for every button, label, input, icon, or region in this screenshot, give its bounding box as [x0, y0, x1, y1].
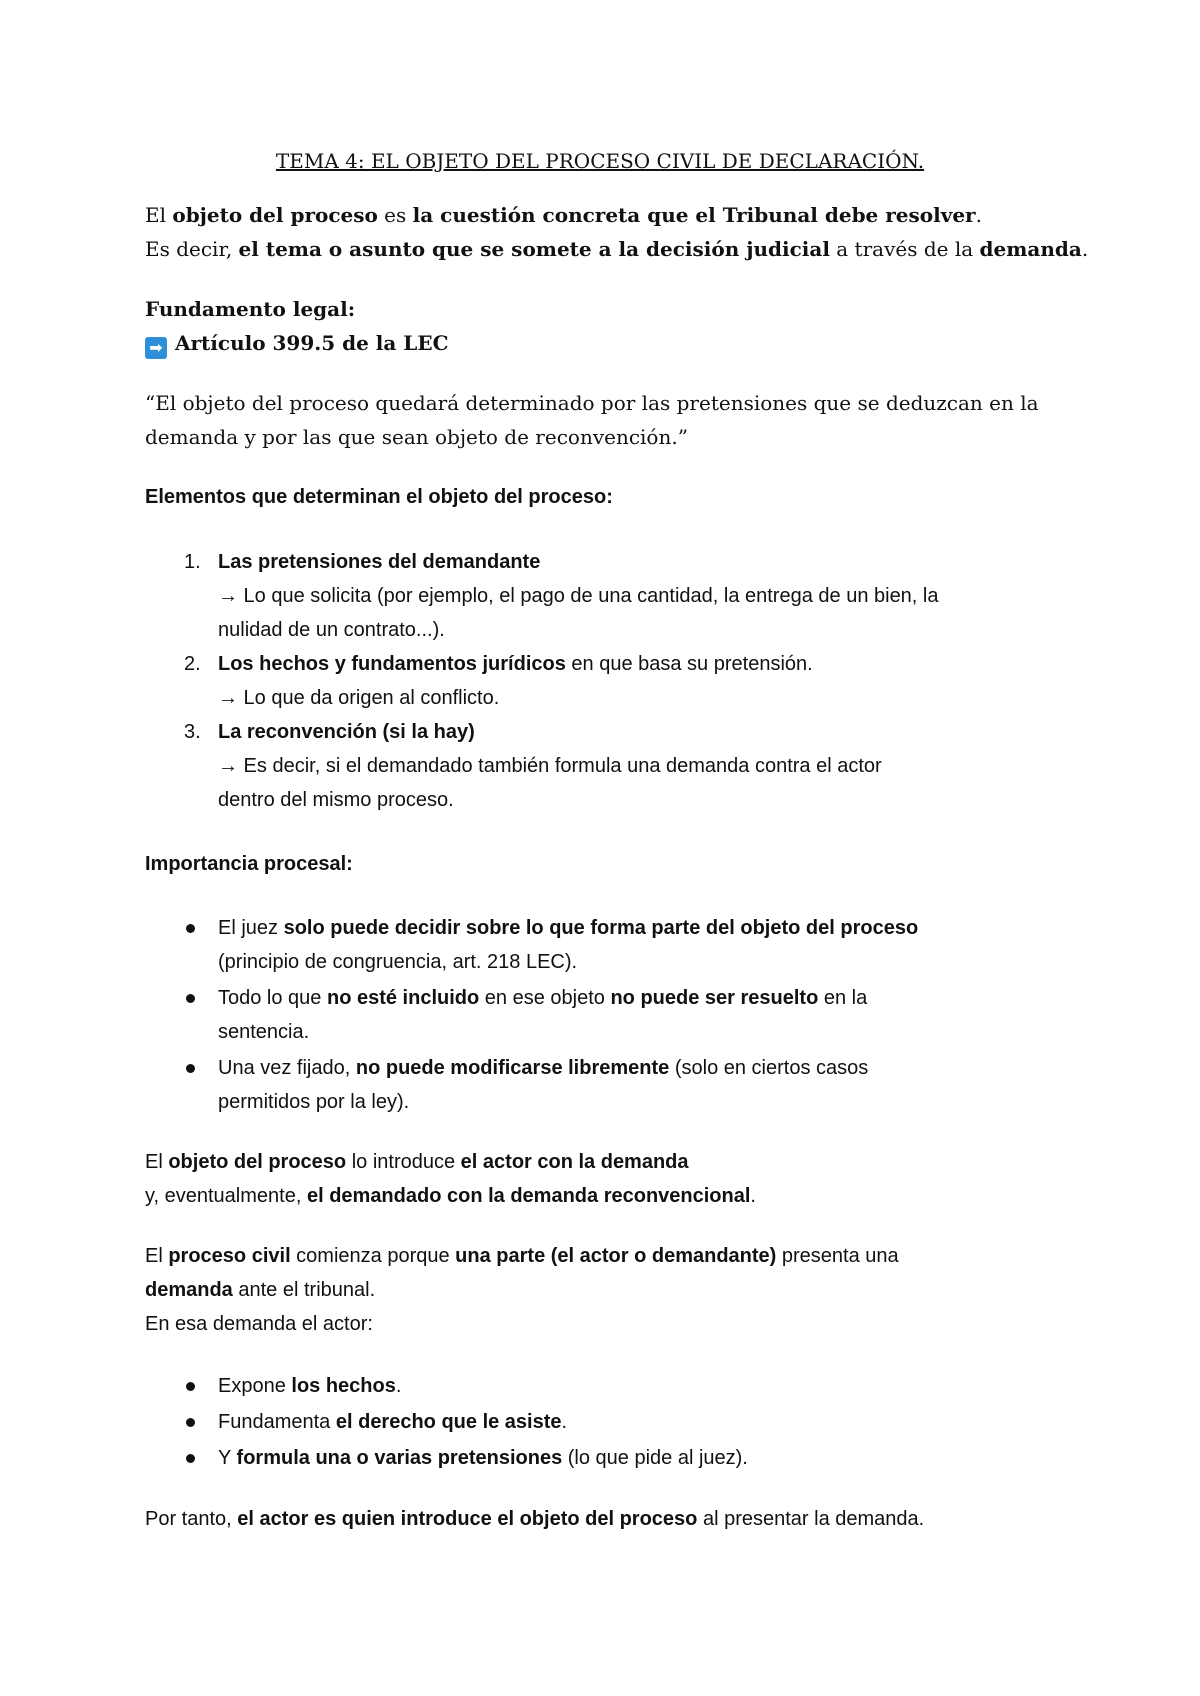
bold-text: el actor con la demanda — [460, 1151, 689, 1173]
bullet-icon — [186, 1418, 195, 1427]
bullet-item-line: sentencia. — [218, 1021, 310, 1043]
bullet-icon — [186, 994, 195, 1003]
text: lo introduce — [346, 1151, 461, 1173]
text: presenta una — [776, 1245, 899, 1267]
bold-text: la cuestión concreta que el Tribunal debe resolver — [412, 203, 976, 227]
bullet-icon — [186, 1454, 195, 1463]
bullet-item — [218, 985, 867, 1011]
bold-text: Los hechos y fundamentos jurídicos — [218, 653, 566, 675]
text: comienza porque — [290, 1245, 456, 1267]
text: Por tanto, — [145, 1508, 238, 1530]
bold-text: los hechos — [291, 1375, 396, 1397]
text: El — [145, 1245, 169, 1267]
list-number: 3. — [184, 721, 201, 743]
text: ante el tribunal. — [232, 1279, 376, 1301]
text: Es decir, — [145, 237, 239, 261]
text: Expone — [218, 1375, 292, 1397]
text: El — [145, 203, 173, 227]
bullet-item — [218, 915, 918, 941]
arrow-right-icon: ➡ — [145, 337, 167, 359]
text: en que basa su pretensión. — [565, 653, 813, 675]
text: . — [975, 203, 982, 227]
list-item-line: dentro del mismo proceso. — [218, 789, 454, 811]
bullet-item — [218, 1055, 868, 1081]
civil-line-2 — [145, 1277, 375, 1303]
list-item-title — [218, 549, 540, 575]
bold-text: Las pretensiones del demandante — [218, 551, 541, 573]
legal-quote-line-1: “El objeto del proceso quedará determinado por las pretensiones que se deduzcan en la — [145, 391, 1039, 415]
text: Y — [218, 1447, 237, 1469]
text: en ese objeto — [479, 987, 611, 1009]
bold-text: el actor es quien introduce el objeto del proceso — [237, 1508, 698, 1530]
bold-text: el demandado con la demanda reconvencional — [306, 1185, 751, 1207]
elements-heading — [145, 484, 613, 510]
list-item-line: nulidad de un contrato...). — [218, 619, 445, 641]
legal-article — [145, 330, 449, 359]
bold-text: demanda — [979, 237, 1082, 261]
bold-text: el derecho que le asiste — [335, 1411, 562, 1433]
text: (solo en ciertos casos — [669, 1057, 869, 1079]
text: . — [395, 1375, 402, 1397]
bold-text: solo puede decidir sobre lo que forma parte del objeto del proceso — [283, 917, 919, 939]
bullet-icon — [186, 1064, 195, 1073]
bold-text: Fundamento legal: — [145, 297, 356, 321]
text: Todo lo que — [218, 987, 327, 1009]
list-item-title — [218, 651, 813, 677]
bullet-item-line: permitidos por la ley). — [218, 1091, 410, 1113]
civil-line-3: En esa demanda el actor: — [145, 1313, 373, 1335]
bold-text: no esté incluido — [326, 987, 480, 1009]
bold-text: no puede modificarse libremente — [355, 1057, 670, 1079]
bullet-icon — [186, 924, 195, 933]
bold-text: objeto del proceso — [168, 1151, 347, 1173]
conclusion-line — [145, 1506, 924, 1532]
list-number: 1. — [184, 551, 201, 573]
bold-text: una parte (el actor o demandante) — [455, 1245, 777, 1267]
text: . — [750, 1185, 756, 1207]
legal-quote-line-2: demanda y por las que sean objeto de reconvención.” — [145, 425, 688, 449]
text: (lo que pide al juez). — [562, 1447, 748, 1469]
list-number: 2. — [184, 653, 201, 675]
bold-text: Artículo 399.5 de la LEC — [175, 331, 449, 355]
bold-text: formula una o varias pretensiones — [236, 1447, 563, 1469]
list-item-line: → Es decir, si el demandado también formula una demanda contra el actor — [218, 755, 882, 777]
list-item-line: → Lo que solicita (por ejemplo, el pago de una cantidad, la entrega de un bien, la — [218, 585, 939, 607]
text: . — [1081, 237, 1089, 261]
bold-text: el tema o asunto que se somete a la decisión judicial — [238, 237, 830, 261]
text: y, eventualmente, — [145, 1185, 307, 1207]
intro-object-line-2 — [145, 1183, 756, 1209]
bold-text: objeto del proceso — [172, 203, 378, 227]
bold-text: no puede ser resuelto — [610, 987, 819, 1009]
bold-text: demanda — [145, 1279, 233, 1301]
intro-line-2 — [145, 236, 1088, 262]
text: en la — [818, 987, 868, 1009]
bullet-icon — [186, 1382, 195, 1391]
bullet-item — [218, 1409, 567, 1435]
bold-text: Elementos que determinan el objeto del proceso: — [145, 486, 613, 508]
text: . — [561, 1411, 568, 1433]
list-item-line: → Lo que da origen al conflicto. — [218, 687, 500, 709]
bullet-item — [218, 1445, 748, 1471]
bullet-item — [218, 1373, 401, 1399]
importance-heading — [145, 851, 353, 877]
bold-text: proceso civil — [168, 1245, 291, 1267]
intro-line-1 — [145, 202, 982, 228]
text: es — [377, 203, 413, 227]
list-item-title — [218, 719, 475, 745]
legal-heading — [145, 296, 355, 322]
bold-text: Importancia procesal: — [145, 853, 353, 875]
page-title: TEMA 4: EL OBJETO DEL PROCESO CIVIL DE DECLARACIÓN. — [275, 149, 925, 173]
intro-object-line-1 — [145, 1149, 689, 1175]
civil-line-1 — [145, 1243, 899, 1269]
text: Fundamenta — [218, 1411, 336, 1433]
bold-text: La reconvención (si la hay) — [218, 721, 475, 743]
text: El juez — [218, 917, 284, 939]
text: al presentar la demanda. — [697, 1508, 925, 1530]
bullet-item-line: (principio de congruencia, art. 218 LEC). — [218, 951, 578, 973]
text: Una vez fijado, — [218, 1057, 356, 1079]
text: a través de la — [829, 237, 980, 261]
text: El — [145, 1151, 169, 1173]
